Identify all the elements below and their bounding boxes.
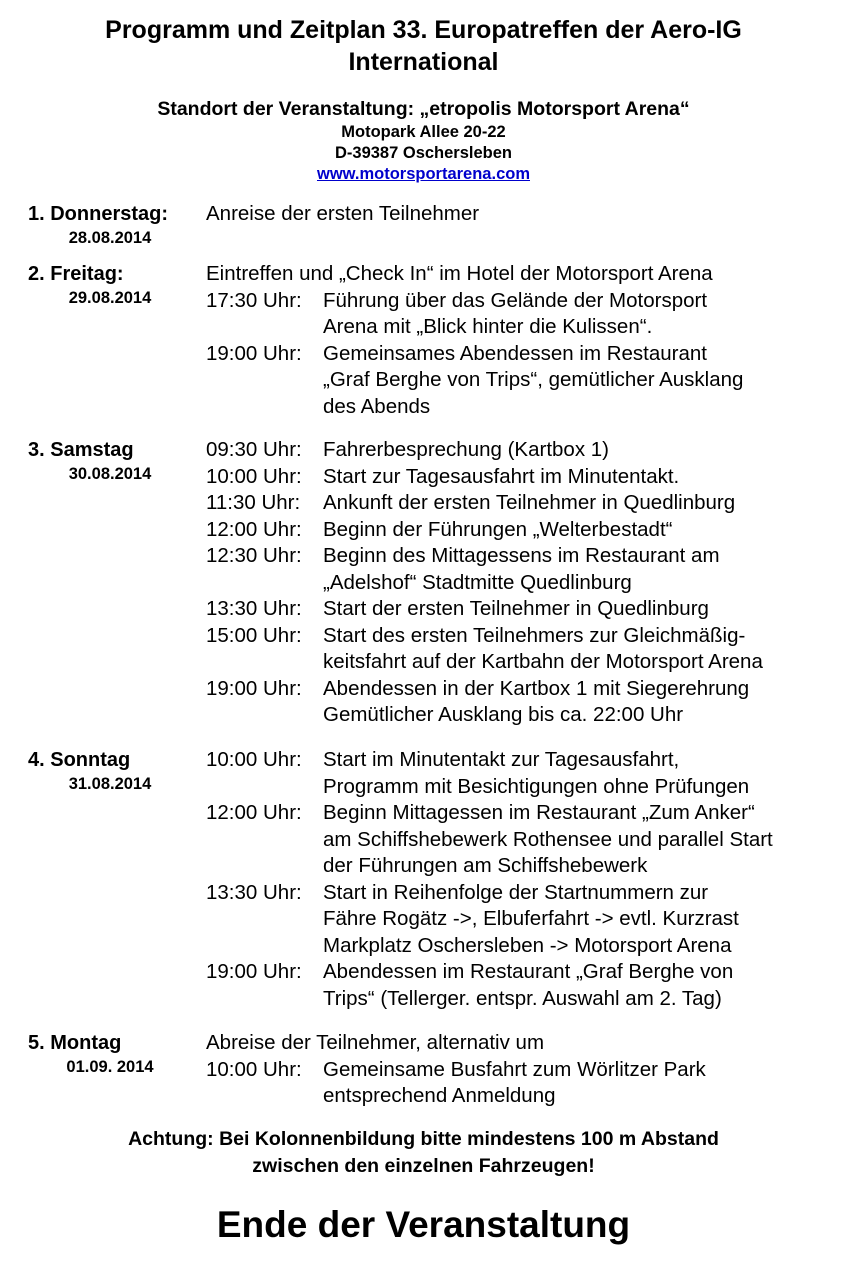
program-line [206, 906, 836, 933]
program-line [206, 288, 836, 315]
day-date: 29.08.2014 [68, 289, 152, 307]
program-time: 10:00 Uhr: [206, 748, 302, 771]
program-line [206, 570, 836, 597]
day-name: 4. Sonntag [28, 749, 131, 771]
day-program [206, 747, 836, 1012]
program-time: 09:30 Uhr: [206, 438, 302, 461]
page-title [0, 14, 847, 78]
program-text: Start im Minutentakt zur Tagesausfahrt, [323, 748, 680, 771]
program-text: Fähre Rogätz ->, Elbuferfahrt -> evtl. Kurzrast [323, 907, 739, 930]
program-line [206, 1030, 836, 1057]
program-text: „Graf Berghe von Trips“, gemütlicher Ausklang [323, 368, 744, 391]
program-line [206, 623, 836, 650]
program-line [206, 774, 836, 801]
closing-heading: Ende der Veranstaltung [216, 1204, 631, 1245]
day-date: 31.08.2014 [68, 775, 152, 793]
program-text: Markplatz Oschersleben -> Motorsport Arena [323, 933, 732, 957]
warning-line-1: Achtung: Bei Kolonnenbildung bitte mindestens 100 m Abstand [128, 1128, 719, 1150]
program-time: 13:30 Uhr: [206, 597, 302, 620]
program-line [206, 702, 836, 729]
program-line [206, 490, 836, 517]
address-street: Motopark Allee 20-22 [341, 123, 506, 141]
program-line [206, 986, 836, 1013]
program-time: 17:30 Uhr: [206, 288, 302, 312]
program-text: Start in Reihenfolge der Startnummern zur [323, 880, 709, 904]
day-name: 5. Montag [28, 1032, 122, 1054]
title-line-1: Programm und Zeitplan 33. Europatreffen der Aero-IG [105, 16, 742, 44]
venue-heading: Standort der Veranstaltung: „etropolis Motorsport Arena“ [157, 98, 690, 120]
title-line-2: International [348, 48, 499, 76]
program-text: Start zur Tagesausfahrt im Minutentakt. [323, 464, 680, 488]
day-name: 2. Freitag: [28, 263, 124, 285]
address-city: D-39387 Oschersleben [334, 144, 512, 162]
program-line [206, 1057, 836, 1084]
program-text: Anreise der ersten Teilnehmer [206, 202, 480, 225]
program-text: Beginn des Mittagessens im Restaurant am [323, 544, 720, 567]
program-text: „Adelshof“ Stadtmitte Quedlinburg [323, 570, 632, 594]
program-time: 10:00 Uhr: [206, 464, 302, 488]
program-text: Abendessen im Restaurant „Graf Berghe von [323, 960, 734, 983]
day-name: 3. Samstag [28, 439, 134, 461]
program-line [206, 676, 836, 703]
program-line [206, 959, 836, 986]
program-line [206, 853, 836, 880]
program-line [206, 201, 836, 228]
program-text: Abreise der Teilnehmer, alternativ um [206, 1031, 545, 1054]
program-line [206, 517, 836, 544]
day-name: 1. Donnerstag: [28, 203, 169, 225]
program-line [206, 747, 836, 774]
day-date: 28.08.2014 [68, 229, 152, 247]
program-line [206, 464, 836, 491]
day-program [206, 201, 836, 228]
program-text: Arena mit „Blick hinter die Kulissen“. [323, 315, 653, 338]
program-text: des Abends [323, 394, 431, 418]
program-time: 19:00 Uhr: [206, 960, 302, 983]
program-text: Ankunft der ersten Teilnehmer in Quedlinburg [323, 491, 736, 514]
program-time: 19:00 Uhr: [206, 341, 302, 365]
program-text: der Führungen am Schiffshebewerk [323, 854, 648, 877]
program-line [206, 933, 836, 960]
program-line [206, 1083, 836, 1110]
program-time: 12:00 Uhr: [206, 517, 302, 541]
program-time: 19:00 Uhr: [206, 676, 302, 700]
program-text: Beginn Mittagessen im Restaurant „Zum Anker“ [323, 801, 755, 824]
program-text: Gemeinsames Abendessen im Restaurant [323, 341, 708, 365]
program-text: keitsfahrt auf der Kartbahn der Motorsport Arena [323, 650, 763, 673]
program-text: Gemütlicher Ausklang bis ca. 22:00 Uhr [323, 703, 684, 726]
day-date: 30.08.2014 [68, 465, 152, 483]
program-time: 15:00 Uhr: [206, 623, 302, 647]
program-line [206, 596, 836, 623]
program-line [206, 437, 836, 464]
program-time: 12:30 Uhr: [206, 544, 302, 567]
program-line [206, 367, 836, 394]
program-line [206, 827, 836, 854]
program-text: Gemeinsame Busfahrt zum Wörlitzer Park [323, 1057, 706, 1081]
program-line [206, 314, 836, 341]
day-program [206, 1030, 836, 1110]
program-text: Abendessen in der Kartbox 1 mit Siegerehrung [323, 676, 750, 700]
day-date: 01.09. 2014 [66, 1058, 154, 1076]
program-time: 13:30 Uhr: [206, 880, 302, 904]
venue-block [0, 96, 847, 185]
program-time: 11:30 Uhr: [206, 491, 301, 514]
program-line [206, 880, 836, 907]
day-program [206, 261, 836, 420]
program-line [206, 649, 836, 676]
program-line [206, 543, 836, 570]
program-text: am Schiffshebewerk Rothensee und parallel Start [323, 827, 773, 851]
program-line [206, 800, 836, 827]
program-text: Trips“ (Tellerger. entspr. Auswahl am 2. Tag) [323, 986, 722, 1010]
program-line [206, 341, 836, 368]
program-text: Eintreffen und „Check In“ im Hotel der Motorsport Arena [206, 262, 713, 285]
day-program [206, 437, 836, 729]
program-line [206, 261, 836, 288]
warning-line-2: zwischen den einzelnen Fahrzeugen! [252, 1155, 595, 1177]
program-text: Start des ersten Teilnehmers zur Gleichmäßig- [323, 623, 746, 647]
program-text: entsprechend Anmeldung [323, 1084, 556, 1107]
program-line [206, 394, 836, 421]
program-text: Führung über das Gelände der Motorsport [323, 288, 708, 312]
program-time: 12:00 Uhr: [206, 801, 302, 824]
warning-note [0, 1126, 847, 1180]
website-link[interactable]: www.motorsportarena.com [316, 165, 530, 183]
program-time: 10:00 Uhr: [206, 1057, 302, 1081]
program-text: Fahrerbesprechung (Kartbox 1) [323, 438, 610, 461]
program-text: Beginn der Führungen „Welterbestadt“ [323, 517, 673, 541]
program-text: Start der ersten Teilnehmer in Quedlinburg [323, 597, 709, 620]
program-text: Programm mit Besichtigungen ohne Prüfungen [323, 774, 750, 798]
